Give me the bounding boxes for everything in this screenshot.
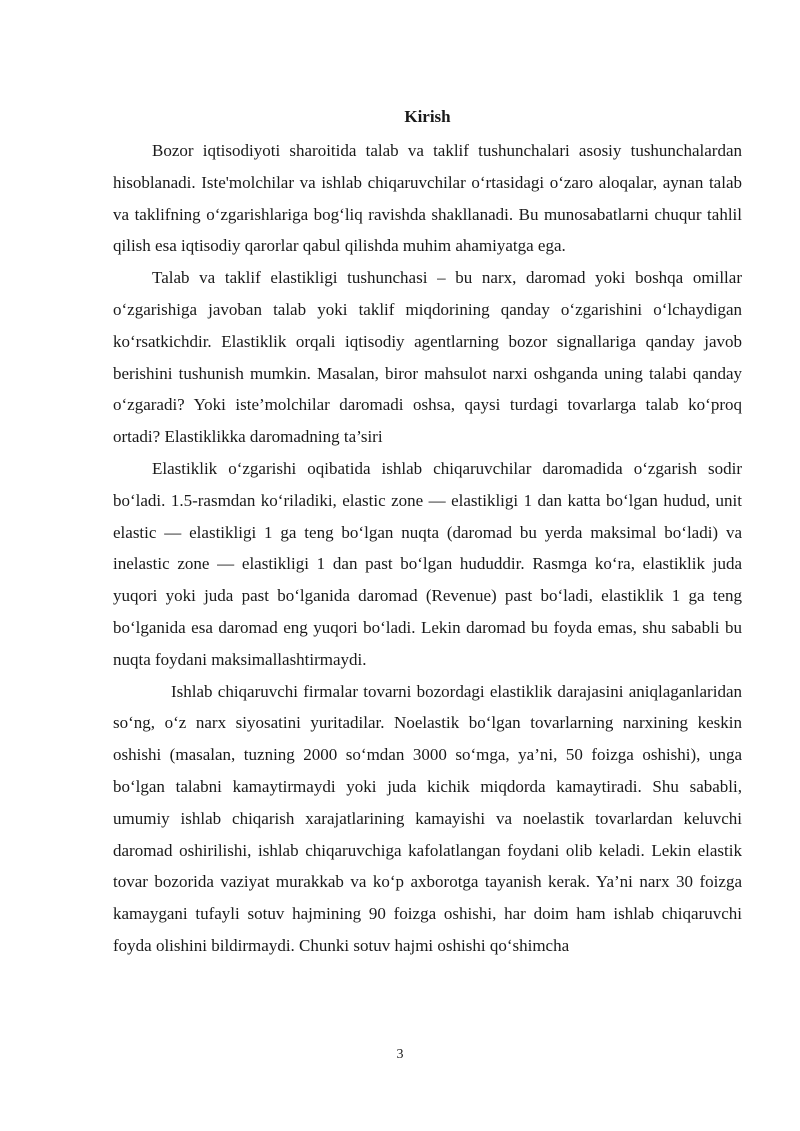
paragraph-revenue-zones: Elastiklik o‘zgarishi oqibatida ishlab chiqaruvchilar daromadida o‘zgarish sodir bo‘ladi. 1.5-rasmdan ko‘riladiki, elastic zone — elastikligi 1 dan katta bo‘lgan hudud, unit elastic — elastikligi 1 ga teng bo‘lgan nuqta (daromad bu yerda maksimal bo‘ladi) va inelastic zone — elastikligi 1 dan past bo‘lgan hududdir. Rasmga ko‘ra, elastiklik juda yuqori yoki juda past bo‘lganida daromad (Revenue) past bo‘ladi, elastiklik 1 ga teng bo‘lganida esa daromad eng yuqori bo‘ladi. Lekin daromad bu foyda emas, shu sababli bu nuqta foydani maksimallashtirmaydi. (113, 458, 742, 669)
paragraph-elasticity-definition: Talab va taklif elastikligi tushunchasi – bu narx, daromad yoki boshqa omillar o‘zgarishiga javoban talab yoki taklif miqdorining qanday o‘zgarishini o‘lchaydigan ko‘rsatkichdir. Elastiklik orqali iqtisodiy agentlarning bozor signallariga qanday javob berishini tushunish mumkin. Masalan, biror mahsulot narxi oshganda uning talabi qanday o‘zgaradi? Yoki iste’molchilar daromadi oshsa, qaysi turdagi tovarlarga talab ko‘proq ortadi? Elastiklikka daromadning ta’siri (113, 268, 742, 447)
text-column (113, 106, 742, 962)
page-number: 3 (396, 1047, 404, 1062)
paragraph-pricing-policy: Ishlab chiqaruvchi firmalar tovarni bozordagi elastiklik darajasini aniqlaganlaridan so‘ng, o‘z narx siyosatini yuritadilar. Noelastik bo‘lgan tovarlarning narxining keskin oshishi (masalan, tuzning 2000 so‘mdan 3000 so‘mga, ya’ni, 50 foizga oshishi), unga bo‘lgan talabni kamaytirmaydi yoki juda kichik miqdorda kamaytiradi. Shu sababli, umumiy ishlab chiqarish xarajatlarining kamayishi va noelastik tovarlardan keluvchi daromad oshirilishi, ishlab chiqaruvchiga kafolatlangan foydani olib keladi. Lekin elastik tovar bozorida vaziyat murakkab va ko‘p axborotga tayanish kerak. Ya’ni narx 30 foizga kamaygani tufayli sotuv hajmining 90 foizga oshishi, har doim ham ishlab chiqaruvchi foyda olishini bildirmaydi. Chunki sotuv hajmi oshishi qo‘shimcha (113, 681, 742, 955)
paragraph-intro: Bozor iqtisodiyoti sharoitida talab va taklif tushunchalari asosiy tushunchalardan hisoblanadi. Iste'molchilar va ishlab chiqaruvchilar o‘rtasidagi o‘zaro aloqalar, aynan talab va taklifning o‘zgarishlariga bog‘liq ravishda shakllanadi. Bu munosabatlarni chuqur tahlil qilish esa iqtisodiy qarorlar qabul qilishda muhim ahamiyatga ega. (113, 141, 742, 256)
section-heading: Kirish (404, 107, 451, 126)
